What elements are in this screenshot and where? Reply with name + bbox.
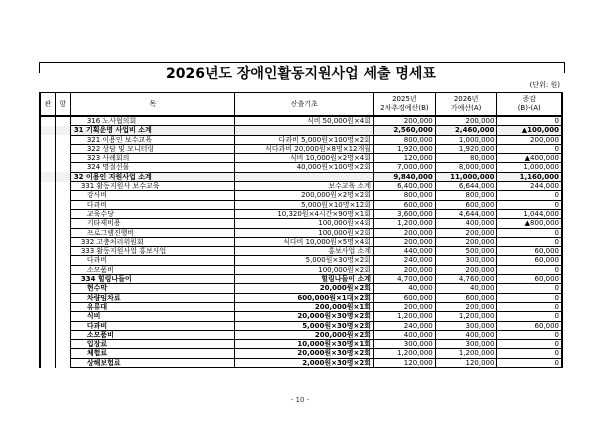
mok-cell — [70, 275, 235, 284]
mok-label: 강사비 — [86, 191, 108, 200]
diff-amount: ▲800,000 — [497, 219, 562, 228]
basis-cell: 힐링나들이 소계 — [235, 275, 374, 284]
header-prev: 2025년 2차추경예산(B) — [374, 93, 436, 117]
prev-amount: 7,000,000 — [374, 163, 436, 172]
curr-amount: 1,000,000 — [435, 135, 497, 144]
gwan-cell — [40, 135, 55, 144]
prev-amount: 240,000 — [374, 256, 436, 265]
unit-label: (단위: 원) — [529, 81, 560, 89]
mok-label: 다과비 — [86, 200, 108, 209]
basis-cell — [235, 172, 374, 181]
mok-cell — [70, 237, 235, 246]
mok-cell — [70, 256, 235, 265]
subtotal-row — [40, 126, 562, 135]
hang-cell — [55, 349, 70, 358]
curr-amount: 1,200,000 — [435, 349, 497, 358]
prev-amount: 3,600,000 — [374, 209, 436, 218]
mok-cell — [70, 247, 235, 256]
mok-label: 유류대 — [86, 302, 108, 311]
table-row — [40, 275, 562, 284]
hang-cell — [55, 321, 70, 330]
mok-label: 321 이용인 보수교육 — [86, 135, 152, 144]
prev-amount: 40,000 — [374, 284, 436, 293]
diff-amount: 60,000 — [497, 275, 562, 284]
table-row — [40, 284, 562, 293]
mok-cell — [70, 321, 235, 330]
header-diff: 증감 (B)-(A) — [497, 93, 562, 117]
table-row — [40, 340, 562, 349]
hang-cell — [55, 293, 70, 302]
mok-cell — [70, 284, 235, 293]
gwan-cell — [40, 256, 55, 265]
mok-cell — [70, 358, 235, 367]
diff-amount: 0 — [497, 284, 562, 293]
hang-cell — [55, 228, 70, 237]
header-curr: 2026년 가예산(A) — [435, 93, 497, 117]
gwan-cell — [40, 228, 55, 237]
header-basis: 산출기초 — [235, 93, 374, 117]
hang-cell — [55, 116, 70, 126]
curr-amount: 200,000 — [435, 116, 497, 126]
gwan-cell — [40, 144, 55, 153]
hang-cell — [55, 340, 70, 349]
basis-cell: 600,000원×1대×2회 — [235, 293, 374, 302]
curr-amount: 200,000 — [435, 228, 497, 237]
mok-cell — [70, 219, 235, 228]
header-gwan: 관 — [40, 93, 55, 117]
diff-amount: 0 — [497, 293, 562, 302]
hang-cell — [55, 135, 70, 144]
gwan-cell — [40, 349, 55, 358]
curr-amount: 80,000 — [435, 154, 497, 163]
diff-amount: 200,000 — [497, 135, 562, 144]
basis-cell: 40,000원×100명×2회 — [235, 163, 374, 172]
table-row — [40, 349, 562, 358]
basis-cell: 200,000원×2회 — [235, 330, 374, 339]
table-row — [40, 200, 562, 209]
basis-cell: 100,000원×4회 — [235, 219, 374, 228]
diff-amount: 244,000 — [497, 182, 562, 191]
curr-amount: 4,644,000 — [435, 209, 497, 218]
gwan-cell — [40, 237, 55, 246]
mok-cell — [70, 302, 235, 311]
gwan-cell — [40, 275, 55, 284]
gwan-cell — [40, 293, 55, 302]
mok-cell — [70, 135, 235, 144]
basis-cell: 5,000원×30명×2회 — [235, 321, 374, 330]
prev-amount: 200,000 — [374, 265, 436, 274]
mok-label: 소모품비 — [86, 265, 114, 274]
hang-cell — [55, 312, 70, 321]
table-row — [40, 144, 562, 153]
curr-amount: 500,000 — [435, 247, 497, 256]
prev-amount: 400,000 — [374, 330, 436, 339]
diff-amount: 0 — [497, 340, 562, 349]
diff-amount: 0 — [497, 191, 562, 200]
mok-label: 식비 — [86, 312, 101, 321]
basis-cell: 100,000원×2회 — [235, 265, 374, 274]
gwan-cell — [40, 321, 55, 330]
curr-amount: 4,760,000 — [435, 275, 497, 284]
mok-label: 31 기획운영 사업비 소계 — [73, 126, 152, 135]
prev-amount: 120,000 — [374, 154, 436, 163]
gwan-cell — [40, 116, 55, 126]
table-row — [40, 219, 562, 228]
hang-cell — [55, 256, 70, 265]
mok-cell — [70, 265, 235, 274]
curr-amount: 800,000 — [435, 191, 497, 200]
hang-cell — [55, 302, 70, 311]
hang-cell — [55, 154, 70, 163]
diff-amount: 1,044,000 — [497, 209, 562, 218]
gwan-cell — [40, 265, 55, 274]
gwan-cell — [40, 154, 55, 163]
hang-cell — [55, 182, 70, 191]
mok-label: 상해보험료 — [86, 358, 121, 367]
basis-cell: 200,000원×1회 — [235, 302, 374, 311]
prev-amount: 800,000 — [374, 135, 436, 144]
diff-amount: 0 — [497, 237, 562, 246]
gwan-cell — [40, 358, 55, 367]
mok-cell — [70, 163, 235, 172]
table-row — [40, 265, 562, 274]
basis-cell: 20,000원×30명×2회 — [235, 312, 374, 321]
hang-cell — [55, 275, 70, 284]
curr-amount: 200,000 — [435, 237, 497, 246]
mok-cell — [70, 228, 235, 237]
prev-amount: 600,000 — [374, 200, 436, 209]
gwan-cell — [40, 219, 55, 228]
curr-amount: 400,000 — [435, 219, 497, 228]
table-row — [40, 321, 562, 330]
mok-cell — [70, 144, 235, 153]
table-row — [40, 191, 562, 200]
basis-cell: 식비 50,000원×4회 — [235, 116, 374, 126]
gwan-cell — [40, 284, 55, 293]
prev-amount: 1,920,000 — [374, 144, 436, 153]
mok-label: 차량임차료 — [86, 293, 121, 302]
hang-cell — [55, 330, 70, 339]
prev-amount: 6,400,000 — [374, 182, 436, 191]
mok-label: 다과비 — [86, 256, 108, 265]
mok-label: 프로그램진행비 — [86, 228, 135, 237]
mok-label: 기타제비용 — [86, 219, 121, 228]
table-row — [40, 237, 562, 246]
basis-cell: 식다비 10,000원×5명×4회 — [235, 237, 374, 246]
prev-amount: 200,000 — [374, 302, 436, 311]
prev-amount: 240,000 — [374, 321, 436, 330]
basis-cell: 식다과비 20,000원×8명×12개월 — [235, 144, 374, 153]
hang-cell — [55, 163, 70, 172]
mok-label: 316 노사협의회 — [86, 117, 137, 125]
gwan-cell — [40, 312, 55, 321]
mok-cell — [70, 154, 235, 163]
mok-cell — [70, 340, 235, 349]
hang-cell — [55, 191, 70, 200]
table-row — [40, 247, 562, 256]
basis-cell — [235, 126, 374, 135]
mok-label: 333 활동지원사업 홍보사업 — [80, 247, 167, 256]
gwan-cell — [40, 209, 55, 218]
gwan-cell — [40, 340, 55, 349]
curr-amount: 600,000 — [435, 200, 497, 209]
mok-label: 다과비 — [86, 321, 108, 330]
mok-cell — [70, 293, 235, 302]
diff-amount: 0 — [497, 116, 562, 126]
diff-amount: 1,160,000 — [497, 172, 562, 181]
curr-amount: 300,000 — [435, 321, 497, 330]
prev-amount: 120,000 — [374, 358, 436, 367]
curr-amount: 6,644,000 — [435, 182, 497, 191]
prev-amount: 1,200,000 — [374, 349, 436, 358]
mok-label: 331 활동지원사 보수교육 — [80, 182, 160, 191]
prev-amount: 1,200,000 — [374, 312, 436, 321]
curr-amount: 400,000 — [435, 330, 497, 339]
table-row — [40, 358, 562, 367]
table-row — [40, 256, 562, 265]
mok-label: 교육수당 — [86, 209, 114, 218]
hang-cell — [55, 172, 70, 181]
gwan-cell — [40, 247, 55, 256]
diff-amount: 0 — [497, 349, 562, 358]
prev-amount: 200,000 — [374, 116, 436, 126]
prev-amount: 600,000 — [374, 293, 436, 302]
curr-amount: 1,920,000 — [435, 144, 497, 153]
diff-amount: 0 — [497, 302, 562, 311]
budget-table — [39, 92, 563, 368]
diff-amount: 0 — [497, 200, 562, 209]
basis-cell: 5,000원×10명×12회 — [235, 200, 374, 209]
curr-amount: 200,000 — [435, 265, 497, 274]
diff-amount: 1,000,000 — [497, 163, 562, 172]
mok-cell — [70, 330, 235, 339]
hang-cell — [55, 200, 70, 209]
table-row — [40, 302, 562, 311]
basis-cell: 다과비 5,000원×100명×2회 — [235, 135, 374, 144]
table-row — [40, 163, 562, 172]
table-row — [40, 182, 562, 191]
basis-cell: 5,000원×30명×2회 — [235, 256, 374, 265]
mok-label: 323 사례회의 — [86, 154, 130, 163]
prev-amount: 9,840,000 — [374, 172, 436, 181]
mok-label: 322 상담 및 모니터링 — [86, 144, 155, 153]
basis-cell: 홍보사업 소계 — [235, 247, 374, 256]
mok-label: 332 고충처리위원회 — [80, 237, 144, 246]
subtotal-row — [40, 172, 562, 181]
mok-label: 현수막 — [86, 284, 108, 293]
table-row — [40, 154, 562, 163]
diff-amount: 0 — [497, 330, 562, 339]
table-row — [40, 293, 562, 302]
prev-amount: 2,560,000 — [374, 126, 436, 135]
curr-amount: 2,460,000 — [435, 126, 497, 135]
mok-label: 입장료 — [86, 340, 108, 349]
table-row — [40, 312, 562, 321]
diff-amount: ▲100,000 — [497, 126, 562, 135]
basis-cell: 보수교육 소계 — [235, 182, 374, 191]
page-number: - 10 - — [290, 396, 310, 404]
mok-cell — [70, 182, 235, 191]
prev-amount: 200,000 — [374, 237, 436, 246]
hang-cell — [55, 358, 70, 367]
hang-cell — [55, 126, 70, 135]
table-row — [40, 116, 562, 126]
diff-amount: 60,000 — [497, 256, 562, 265]
gwan-cell — [40, 182, 55, 191]
basis-cell: 20,000원×30명×2회 — [235, 349, 374, 358]
prev-amount: 200,000 — [374, 228, 436, 237]
page-title: 2026년도 장애인활동지원사업 세출 명세표 — [166, 66, 436, 82]
table-row — [40, 330, 562, 339]
curr-amount: 8,000,000 — [435, 163, 497, 172]
gwan-cell — [40, 172, 55, 181]
hang-cell — [55, 237, 70, 246]
diff-amount: 0 — [497, 228, 562, 237]
mok-cell — [70, 312, 235, 321]
mok-label: 32 이용인 지원사업 소계 — [73, 172, 152, 181]
gwan-cell — [40, 163, 55, 172]
curr-amount: 300,000 — [435, 256, 497, 265]
hang-cell — [55, 219, 70, 228]
hang-cell — [55, 144, 70, 153]
basis-cell: 10,320원×4시간×90명×1회 — [235, 209, 374, 218]
prev-amount: 440,000 — [374, 247, 436, 256]
hang-cell — [55, 247, 70, 256]
prev-amount: 1,200,000 — [374, 219, 436, 228]
curr-amount: 120,000 — [435, 358, 497, 367]
curr-amount: 200,000 — [435, 302, 497, 311]
curr-amount: 600,000 — [435, 293, 497, 302]
diff-amount: 0 — [497, 265, 562, 274]
mok-label: 334 힐링나들이 — [80, 275, 132, 284]
curr-amount: 300,000 — [435, 340, 497, 349]
prev-amount: 300,000 — [374, 340, 436, 349]
table-body — [40, 116, 562, 368]
gwan-cell — [40, 200, 55, 209]
hang-cell — [55, 209, 70, 218]
hang-cell — [55, 265, 70, 274]
header-mok: 목 — [70, 93, 235, 117]
basis-cell: 20,000원×2회 — [235, 284, 374, 293]
gwan-cell — [40, 126, 55, 135]
basis-cell: 200,000원×2명×2회 — [235, 191, 374, 200]
mok-cell — [70, 191, 235, 200]
gwan-cell — [40, 330, 55, 339]
mok-cell — [70, 209, 235, 218]
basis-cell: 식비 10,000원×2명×4회 — [235, 154, 374, 163]
hang-cell — [55, 284, 70, 293]
basis-cell: 2,000원×30명×2회 — [235, 358, 374, 367]
gwan-cell — [40, 302, 55, 311]
diff-amount: 60,000 — [497, 247, 562, 256]
mok-cell — [70, 126, 235, 135]
table-row — [40, 135, 562, 144]
diff-amount: 0 — [497, 358, 562, 367]
diff-amount: 0 — [497, 312, 562, 321]
mok-label: 체험료 — [86, 349, 108, 358]
table-header-row — [40, 93, 562, 117]
prev-amount: 4,700,000 — [374, 275, 436, 284]
diff-amount: 0 — [497, 144, 562, 153]
gwan-cell — [40, 191, 55, 200]
mok-cell — [70, 116, 235, 126]
mok-label: 324 명절선물 — [86, 163, 130, 172]
basis-cell: 100,000원×2회 — [235, 228, 374, 237]
prev-amount: 800,000 — [374, 191, 436, 200]
diff-amount: 60,000 — [497, 321, 562, 330]
mok-cell — [70, 172, 235, 181]
table-row — [40, 228, 562, 237]
mok-cell — [70, 349, 235, 358]
table-row — [40, 209, 562, 218]
header-hang: 항 — [55, 93, 70, 117]
curr-amount: 1,200,000 — [435, 312, 497, 321]
mok-cell — [70, 200, 235, 209]
curr-amount: 40,000 — [435, 284, 497, 293]
basis-cell: 10,000원×30명×1회 — [235, 340, 374, 349]
mok-label: 소모품비 — [86, 330, 114, 339]
diff-amount: ▲400,000 — [497, 154, 562, 163]
curr-amount: 11,000,000 — [435, 172, 497, 181]
